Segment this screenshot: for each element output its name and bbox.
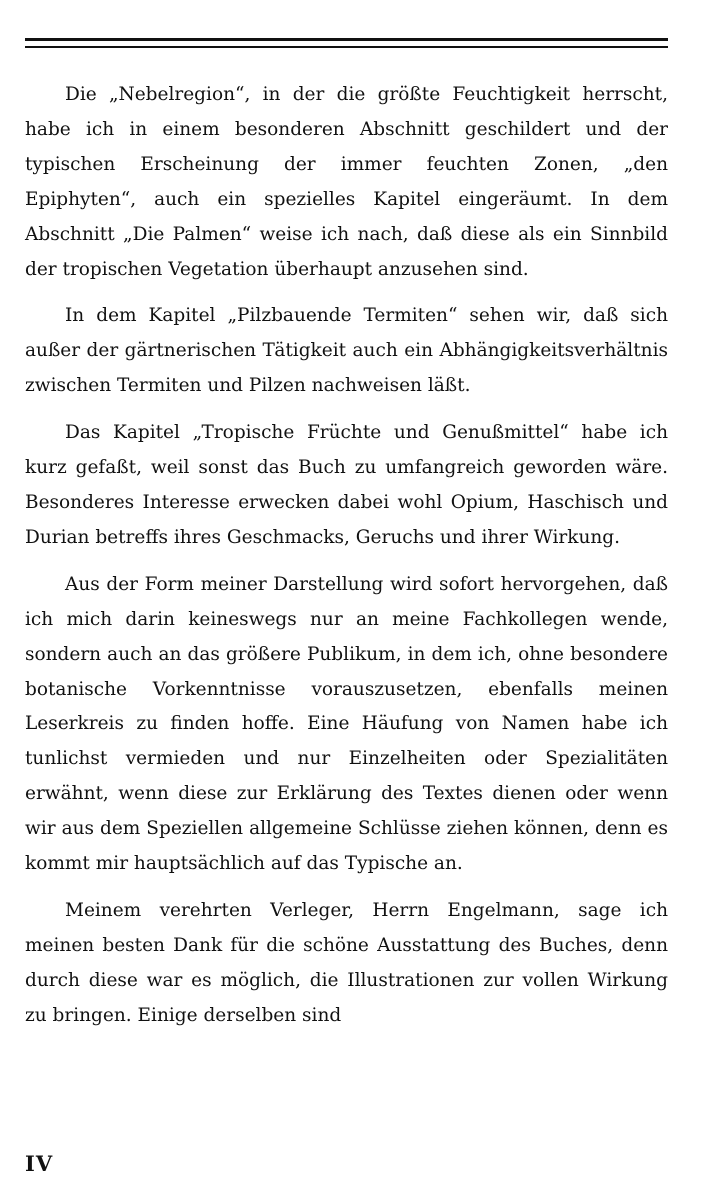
header-rule-thin [25,46,668,48]
header-rule-thick [25,38,668,41]
page-number: IV [25,1151,54,1176]
paragraph-4: Aus der Form meiner Darstellung wird sofort hervorgehen, daß ich mich darin keineswegs nur an meine Fachkollegen wende, sondern auch an das größere Publikum, in dem ich, ohne besondere botanische Vorkenntnisse vorauszusetzen, ebenfalls meinen Leserkreis zu finden hoffe. Eine Häufung von Namen habe ich tunlichst vermieden und nur Einzelheiten oder Spezialitäten erwähnt, wenn diese zur Erklärung des Textes dienen oder wenn wir aus dem Speziellen allgemeine Schlüsse ziehen können, denn es kommt mir hauptsächlich auf das Typische an. [25,573,668,875]
paragraph-2: In dem Kapitel „Pilzbauende Termiten“ sehen wir, daß sich außer der gärtnerischen Tätigkeit auch ein Abhängigkeitsverhältnis zwischen Termiten und Pilzen nachweisen läßt. [25,305,668,397]
paragraph-5: Meinem verehrten Verleger, Herrn Engelmann, sage ich meinen besten Dank für die schöne Ausstattung des Buches, denn durch diese war es möglich, die Illustrationen zur vollen Wirkung zu bringen. Einige derselben sind [25,899,668,1026]
paragraph-3: Das Kapitel „Tropische Früchte und Genußmittel“ habe ich kurz gefaßt, weil sonst das Buch zu umfangreich geworden wäre. Besonderes Interesse erwecken dabei wohl Opium, Haschisch und Durian betreffs ihres Geschmacks, Geruchs und ihrer Wirkung. [25,422,668,548]
paragraph-1: Die „Nebelregion“, in der die größte Feuchtigkeit herrscht, habe ich in einem besonderen Abschnitt geschildert und der typischen Erscheinung der immer feuchten Zonen, „den Epiphyten“, auch ein spezielles Kapitel eingeräumt. In dem Abschnitt „Die Palmen“ weise ich nach, daß diese als ein Sinnbild der tropischen Vegetation überhaupt anzusehen sind. [25,84,668,280]
body-text [25,78,668,1046]
